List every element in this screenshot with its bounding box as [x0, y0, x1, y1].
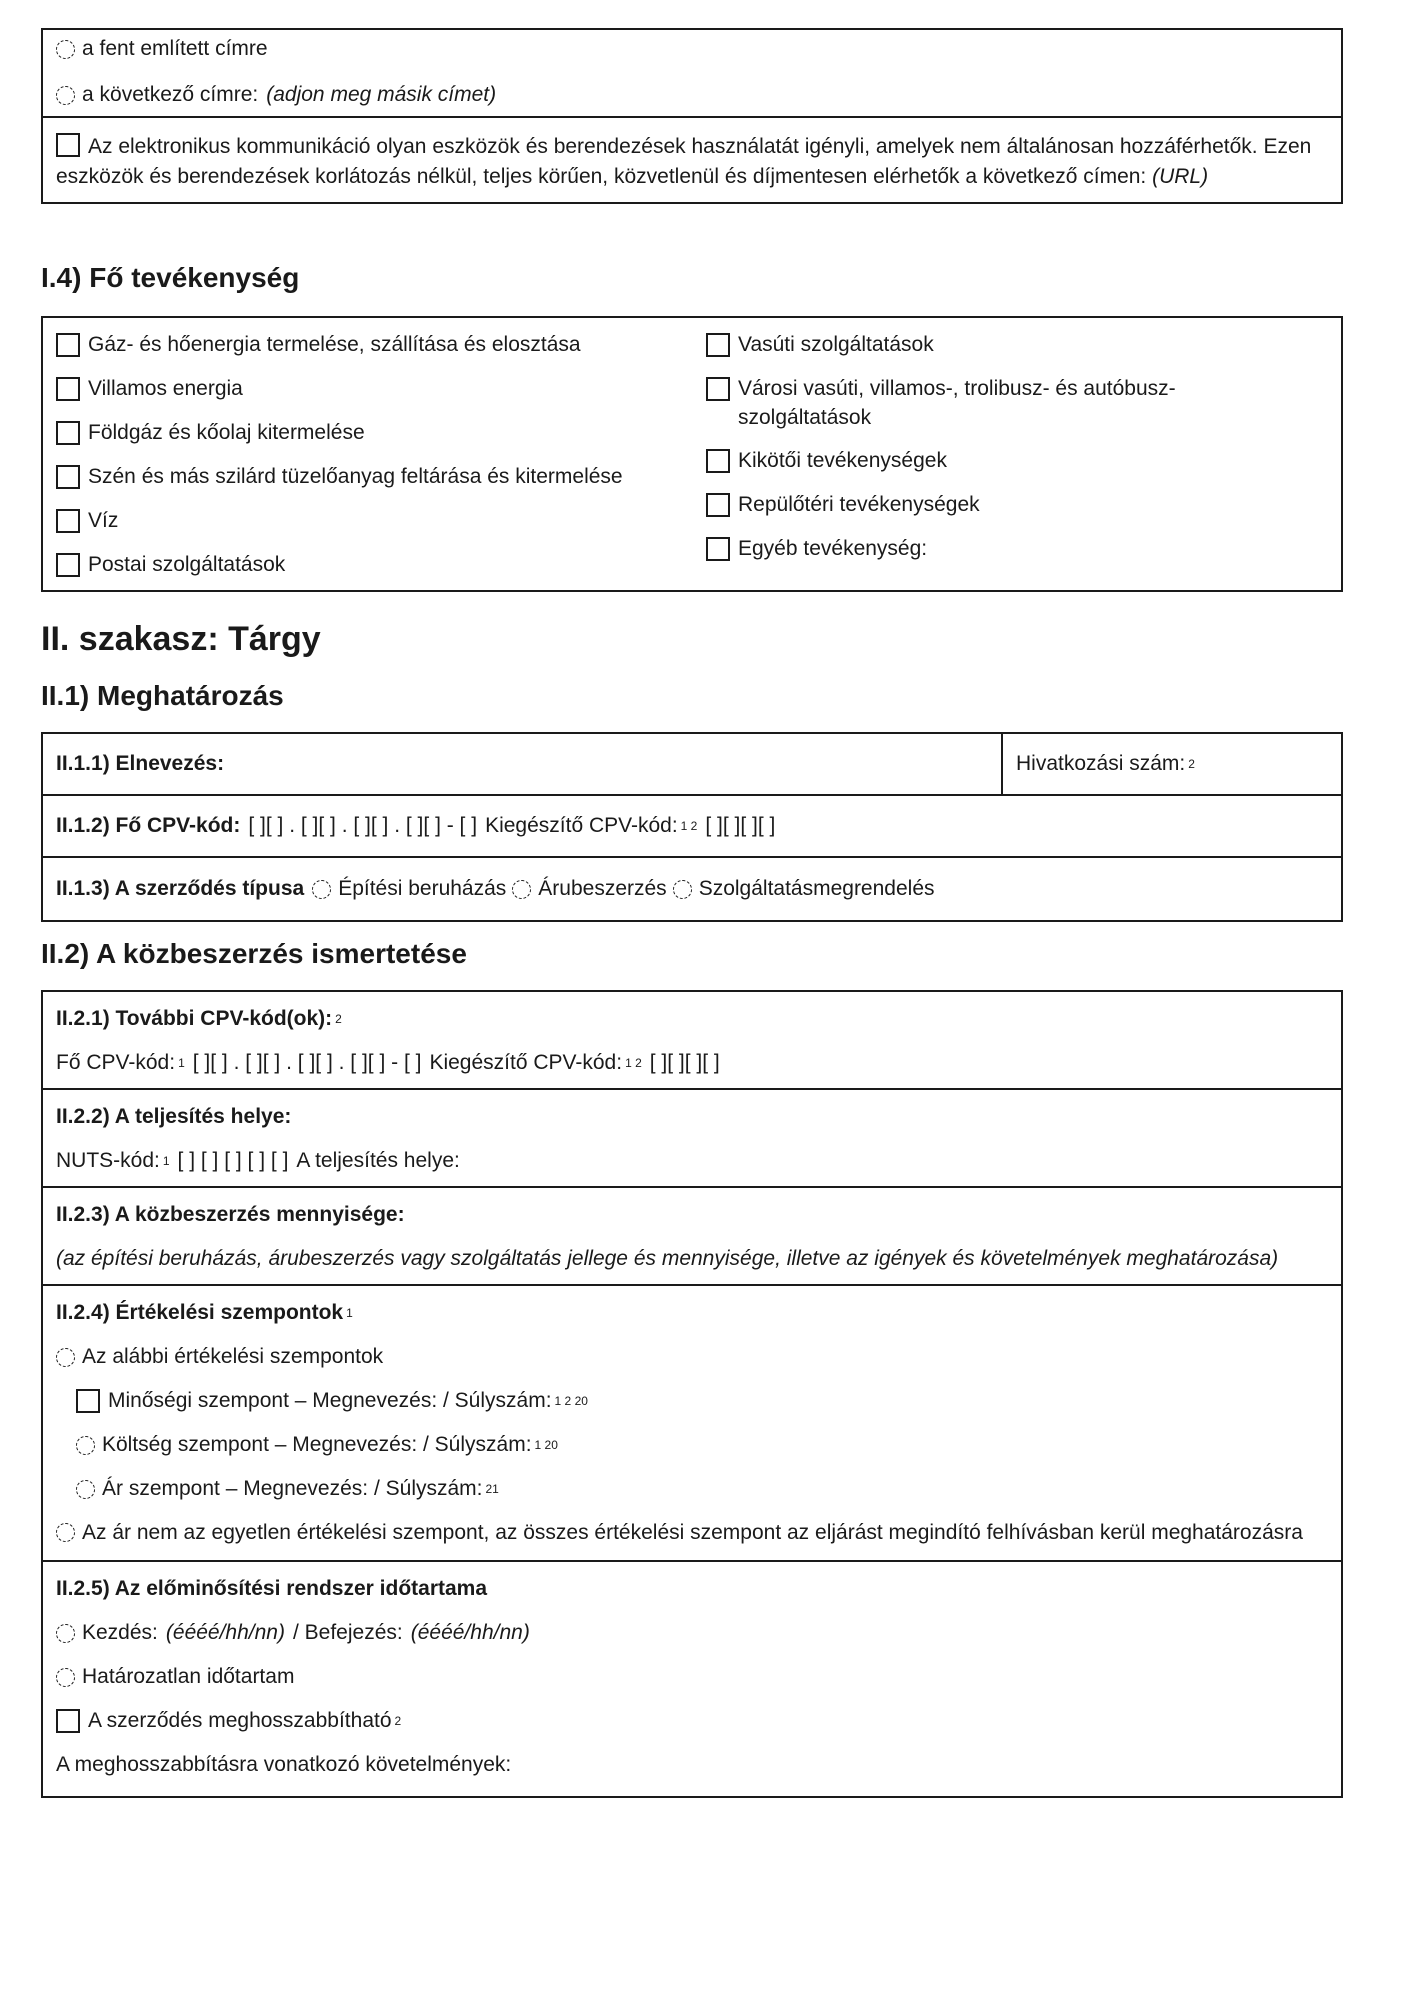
checkbox[interactable]: [56, 1709, 80, 1733]
name-row: [43, 734, 1341, 796]
radio-supplies[interactable]: [512, 880, 531, 899]
main-activity-row: [43, 318, 1341, 590]
activity-railway[interactable]: Vasúti szolgáltatások: [706, 330, 1328, 360]
description-box: [41, 990, 1343, 1798]
radio-cost[interactable]: [76, 1436, 95, 1455]
place-of-performance-row: II.2.2) A teljesítés helye: NUTS-kód: 1 [ ] [ ] [ ] [ ] [ ] A teljesítés helye:: [43, 1090, 1341, 1188]
award-criteria-row: II.2.4) Értékelési szempontok 1 Az alábbi értékelési szempontok Minőségi szempont – Megnevezés: / Súlyszám: 1 2 20 Költség szempont – Megnevezés: / Súlyszám: 1 20 Ár szempont – Megnevezés: / Súlyszám: 21 Az ár nem az egyetlen értékelési szempont, az összes értékelési szempont az eljárást megindító felhívásban kerül meghatározásra: [43, 1286, 1341, 1562]
checkbox[interactable]: [706, 449, 730, 473]
renewal-requirements-field[interactable]: A meghosszabbításra vonatkozó követelmények:: [56, 1753, 512, 1776]
radio-indefinite[interactable]: [56, 1668, 75, 1687]
electronic-communication-text: Az elektronikus kommunikáció olyan eszközök és berendezések használatát igényli, amelyek nem általánosan hozzáférhetők. Ezen eszközök és berendezések korlátozás nélkül, teljes körűen, közvetlenül és díjmentesen elérhetők a következő címen: (URL): [56, 135, 1312, 188]
activity-postal[interactable]: Postai szolgáltatások: [56, 550, 706, 580]
definition-box: [41, 732, 1343, 922]
activity-other[interactable]: Egyéb tevékenység:: [706, 534, 1328, 564]
option-criteria-below[interactable]: Az alábbi értékelési szempontok: [56, 1342, 1328, 1372]
quality-criterion[interactable]: Minőségi szempont – Megnevezés: / Súlyszám: 1 2 20: [56, 1386, 1328, 1416]
main-cpv-row[interactable]: II.1.2) Fő CPV-kód: [ ][ ] . [ ][ ] . [ ][ ] . [ ][ ] - [ ] Kiegészítő CPV-kód: 1 2 [ ][ ][ ][ ]: [43, 796, 1341, 858]
option-above-address[interactable]: a fent említett címre: [56, 34, 1328, 64]
additional-cpv-field[interactable]: Fő CPV-kód: 1 [ ][ ] . [ ][ ] . [ ][ ] . [ ][ ] - [ ] Kiegészítő CPV-kód: 1 2 [ ][ ][ ][ ]: [56, 1051, 720, 1074]
activity-coal[interactable]: Szén és más szilárd tüzelőanyag feltárása és kitermelése: [56, 462, 706, 492]
nuts-field[interactable]: NUTS-kód: 1 [ ] [ ] [ ] [ ] [ ] A teljesítés helye:: [56, 1149, 460, 1172]
main-activity-box: [41, 316, 1343, 592]
checkbox[interactable]: [706, 333, 730, 357]
activity-urban-transport[interactable]: Városi vasúti, villamos-, trolibusz- és autóbusz-szolgáltatások: [706, 374, 1328, 432]
radio-services[interactable]: [673, 880, 692, 899]
additional-cpv-row: II.2.1) További CPV-kód(ok): 2 Fő CPV-kód: 1 [ ][ ] . [ ][ ] . [ ][ ] . [ ][ ] - [ ] Kiegészítő CPV-kód: 1 2 [ ][ ][ ][ ]: [43, 992, 1341, 1090]
main-activity-left-column: [56, 330, 706, 580]
address-options-box: [41, 28, 1343, 204]
checkbox[interactable]: [56, 465, 80, 489]
activity-airport[interactable]: Repülőtéri tevékenységek: [706, 490, 1328, 520]
electronic-communication-row: [43, 118, 1341, 202]
radio-other-address[interactable]: [56, 86, 75, 105]
section-ii2-title: II.2) A közbeszerzés ismertetése: [41, 938, 467, 969]
activity-gas-heat[interactable]: Gáz- és hőenergia termelése, szállítása és elosztása: [56, 330, 706, 360]
radio-start-end[interactable]: [56, 1624, 75, 1643]
section-ii-title: II. szakasz: Tárgy: [41, 620, 321, 658]
section-i4-title: I.4) Fő tevékenység: [41, 262, 300, 293]
electronic-communication-checkbox[interactable]: [56, 133, 80, 157]
quantity-field[interactable]: (az építési beruházás, árubeszerzés vagy szolgáltatás jellege és mennyisége, illetve az igények és követelmények meghatározása): [56, 1247, 1279, 1270]
radio-above-address[interactable]: [56, 40, 75, 59]
checkbox[interactable]: [76, 1389, 100, 1413]
option-indefinite[interactable]: Határozatlan időtartam: [56, 1662, 1328, 1692]
checkbox[interactable]: [56, 333, 80, 357]
checkbox[interactable]: [56, 377, 80, 401]
main-activity-right-column: [706, 330, 1328, 580]
cost-criterion[interactable]: Költség szempont – Megnevezés: / Súlyszám: 1 20: [56, 1430, 1328, 1460]
duration-row: II.2.5) Az előminősítési rendszer időtartama Kezdés: (éééé/hh/nn) / Befejezés: (éééé/hh/nn) Határozatlan időtartam A szerződés meghosszabbítható 2 A meghosszabbításra vonatkozó követelmények:: [43, 1562, 1341, 1796]
quantity-row: II.2.3) A közbeszerzés mennyisége: (az építési beruházás, árubeszerzés vagy szolgáltatás jellege és mennyisége, illetve az igények és követelmények meghatározása): [43, 1188, 1341, 1286]
checkbox[interactable]: [56, 553, 80, 577]
renewable-option[interactable]: A szerződés meghosszabbítható 2: [56, 1706, 1328, 1736]
activity-electricity[interactable]: Villamos energia: [56, 374, 706, 404]
address-options-row: [43, 30, 1341, 118]
reference-number-field[interactable]: Hivatkozási szám: 2: [1016, 752, 1195, 775]
radio-criteria-in-notice[interactable]: [56, 1523, 75, 1542]
checkbox[interactable]: [706, 377, 730, 401]
radio-works[interactable]: [312, 880, 331, 899]
contract-type-row: II.1.3) A szerződés típusa Építési beruházás Árubeszerzés Szolgáltatásmegrendelés: [56, 877, 935, 900]
radio-criteria-below[interactable]: [56, 1348, 75, 1367]
option-start-end[interactable]: Kezdés: (éééé/hh/nn) / Befejezés: (éééé/hh/nn): [56, 1618, 1328, 1648]
price-criterion[interactable]: Ár szempont – Megnevezés: / Súlyszám: 21: [56, 1474, 1328, 1504]
activity-port[interactable]: Kikötői tevékenységek: [706, 446, 1328, 476]
checkbox[interactable]: [706, 537, 730, 561]
option-other-address[interactable]: a következő címre: (adjon meg másik címet): [56, 80, 1328, 110]
name-field[interactable]: II.1.1) Elnevezés:: [43, 734, 1003, 794]
radio-price[interactable]: [76, 1480, 95, 1499]
activity-water[interactable]: Víz: [56, 506, 706, 536]
checkbox[interactable]: [56, 421, 80, 445]
checkbox[interactable]: [56, 509, 80, 533]
activity-gas-oil[interactable]: Földgáz és kőolaj kitermelése: [56, 418, 706, 448]
section-ii1-title: II.1) Meghatározás: [41, 680, 284, 711]
option-criteria-in-notice[interactable]: Az ár nem az egyetlen értékelési szempont, az összes értékelési szempont az eljárást megindító felhívásban kerül meghatározásra: [56, 1518, 1328, 1548]
checkbox[interactable]: [706, 493, 730, 517]
